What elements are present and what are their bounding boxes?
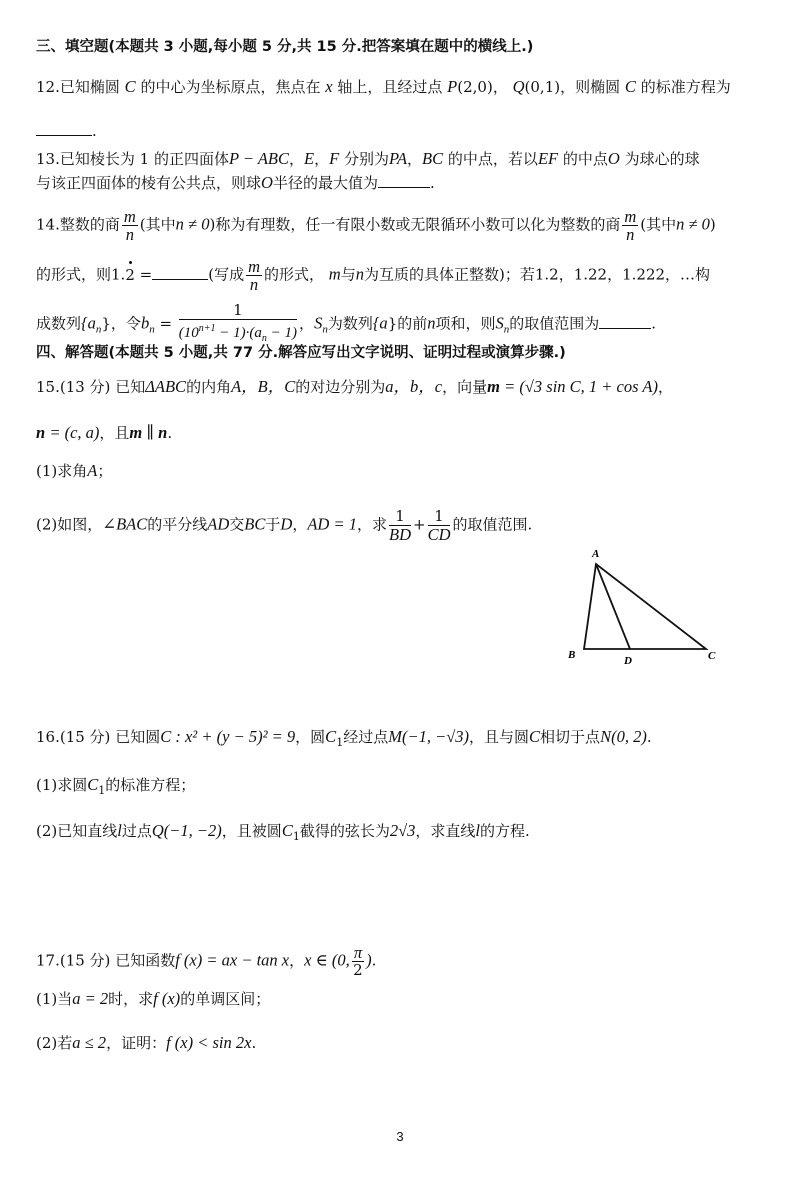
fraction-1-over-CD — [428, 508, 451, 543]
q16-part-1 — [36, 774, 770, 802]
triangle-ABC: ΔABC — [145, 377, 187, 396]
numerator-pi: π — [353, 943, 363, 962]
a-le-2: a ≤ 2 — [72, 1033, 107, 1052]
subscript-1: 1 — [292, 830, 300, 843]
q16-text: 已知圆 — [115, 728, 161, 746]
q14-text: ) — [709, 215, 716, 234]
numerator-1: 1 — [428, 508, 451, 526]
q15-text: 的内角 — [186, 378, 232, 396]
label-B: B — [568, 649, 576, 661]
period: . — [371, 951, 377, 970]
section-3-heading: 三、填空题(本题共 3 小题,每小题 5 分,共 15 分.把答案填在题中的横线上.) — [36, 39, 534, 55]
subscript-1: 1 — [98, 784, 106, 797]
answer-blank-q14b[interactable] — [599, 314, 651, 329]
subscript-n: n — [95, 323, 102, 336]
q12-text: 已知椭圆 — [59, 78, 120, 96]
q15-text: (2)如图， — [36, 515, 103, 534]
q12-line-2 — [36, 120, 770, 142]
q15-text: ； — [97, 462, 113, 480]
section-4-heading: 四、解答题(本题共 5 小题,共 77 分.解答应写出文字说明、证明过程或演算步骤.) — [36, 345, 566, 361]
q14-text: )称为有理数，任一有限小数或无限循环小数可以化为整数的商 — [209, 215, 621, 234]
vector-n: n — [36, 423, 46, 442]
q13-text: 的中点 — [562, 150, 608, 168]
equals-sign: = — [154, 314, 177, 333]
point-Q: Q(−1, −2) — [151, 821, 222, 840]
q15-text: 交 — [229, 515, 245, 534]
answer-blank-q14a[interactable] — [152, 265, 208, 280]
q14-text: 整数的商 — [59, 215, 120, 234]
equals-sign: = — [134, 265, 153, 284]
denominator-2: 2 — [353, 961, 363, 979]
q15-text: ，向量 — [442, 378, 488, 396]
vector-n-definition: = (c, a) — [45, 423, 100, 442]
q14-text: 为数列 — [327, 314, 373, 333]
q16-text: ，圆 — [295, 728, 326, 746]
q13-line-2 — [36, 172, 770, 194]
q15-text: ，且 — [99, 424, 130, 442]
q13-number: 13. — [36, 150, 60, 168]
q14-text: 的形式，则 — [36, 265, 112, 284]
separator: ， — [492, 78, 508, 96]
q14-text: 的形式， — [264, 265, 325, 284]
line-l: l — [117, 821, 122, 840]
brace: } — [101, 314, 111, 333]
q17-text: 时，求 — [108, 990, 154, 1008]
circle-C1: C — [87, 775, 99, 794]
repeating-digit: 2 — [125, 265, 135, 284]
q14-text: ，令 — [110, 314, 141, 333]
q14-text: (其中 — [640, 215, 677, 234]
q15-text: 的对边分别为 — [295, 378, 386, 396]
q15-text: 于 — [265, 515, 281, 534]
subscript-n: n — [503, 323, 510, 336]
q15-line-1 — [36, 376, 770, 398]
vector-m: m — [487, 377, 500, 396]
separator: ， — [292, 515, 308, 534]
q16-text: (2)已知直线 — [36, 822, 118, 840]
angle-A: A — [87, 461, 98, 480]
q16-text: ，且与圆 — [469, 728, 530, 746]
math-x: x — [325, 77, 333, 96]
math-C: C — [124, 77, 136, 96]
q14-text: 与 — [340, 265, 356, 284]
q14-text: …构 — [680, 265, 711, 284]
subscript-n: n — [149, 323, 155, 336]
q15-part-1 — [36, 460, 770, 482]
fraction-1-over-BD — [389, 508, 411, 543]
numerator-m: m — [248, 257, 260, 276]
q17-text: (1)当 — [36, 990, 73, 1008]
sequence-a: {a — [81, 313, 96, 333]
math-C: C — [624, 77, 636, 96]
den-part: − 1) — [266, 325, 298, 341]
period: . — [429, 174, 435, 192]
q15-text: (1)求角 — [36, 462, 88, 480]
AD-equals-1: AD = 1 — [307, 514, 357, 534]
q13-text: 半径的最大值为 — [272, 174, 378, 192]
numerator-1: 1 — [179, 302, 297, 320]
fraction-m-over-n — [622, 208, 638, 243]
point-O: O — [261, 173, 273, 192]
q14-text: 成数列 — [36, 314, 82, 333]
triangle-figure — [560, 544, 720, 668]
sum-S: S — [495, 313, 504, 333]
q17-part-2 — [36, 1032, 770, 1054]
q12-line-1 — [36, 76, 770, 98]
q13-text: 已知棱长为 1 的正四面体 — [59, 150, 229, 168]
q17-text: 的单调区间； — [180, 990, 271, 1008]
q14-text: 为互质的具体正整数)；若 — [363, 265, 535, 284]
period: . — [167, 424, 173, 442]
point-F: F — [329, 149, 340, 168]
point-O: O — [607, 149, 620, 168]
subscript-1: 1 — [336, 736, 344, 749]
q14-line-3 — [36, 302, 770, 347]
sequence-b: b — [140, 313, 150, 333]
den-part: (10 — [178, 325, 199, 341]
q16-text: 截得的弦长为 — [299, 822, 390, 840]
vector-m: m — [129, 423, 143, 442]
denominator-n: n — [626, 225, 635, 244]
q13-text: 的中点，若以 — [447, 150, 538, 168]
separator: ， — [299, 314, 315, 333]
close-paren: ) — [366, 950, 372, 970]
q14-number: 14. — [36, 215, 60, 234]
q17-text: (2)若 — [36, 1034, 73, 1052]
exponent: n+1 — [198, 323, 216, 334]
q14-line-2 — [36, 258, 770, 293]
q15-line-2 — [36, 422, 770, 444]
circle-C1: C — [281, 821, 293, 840]
numerator-1: 1 — [389, 508, 411, 526]
q14-text: 的前 — [397, 314, 428, 333]
angle-BAC: ∠BAC — [102, 514, 148, 534]
q17-line-1 — [36, 944, 770, 979]
segment-BC: BC — [244, 514, 266, 534]
q16-text: 过点 — [121, 822, 152, 840]
point-N: N(0, 2) — [600, 727, 647, 746]
math-m: m — [328, 264, 341, 284]
line-l: l — [475, 821, 481, 840]
page-number: 3 — [396, 1129, 404, 1144]
function-f-definition: f (x) = ax − tan x — [175, 950, 290, 970]
separator: ， — [314, 150, 330, 168]
point-P-coords: (2,0) — [457, 78, 493, 96]
q16-text: 相切于点 — [540, 728, 601, 746]
q16-part-2 — [36, 820, 770, 848]
point-E: E — [304, 149, 315, 168]
q12-number: 12. — [36, 78, 60, 96]
subscript-n: n — [261, 333, 267, 344]
numerator-m: m — [123, 207, 136, 226]
period: . — [92, 122, 97, 140]
q12-text: 的标准方程为 — [640, 78, 731, 96]
separator: ， — [289, 951, 305, 970]
math-n: n — [427, 313, 436, 333]
q15-text: 已知 — [115, 378, 146, 396]
denominator-n: n — [125, 225, 134, 244]
point-D: D — [280, 514, 293, 534]
label-C: C — [708, 650, 716, 662]
q13-line-1 — [36, 148, 770, 170]
period: . — [251, 1034, 257, 1052]
circle-C-equation: C : x² + (y − 5)² = 9 — [160, 727, 296, 746]
chord-length: 2√3 — [389, 821, 416, 840]
domain: x ∈ (0, — [304, 950, 350, 970]
q16-text: (1)求圆 — [36, 776, 88, 794]
circle-C1: C — [325, 727, 337, 746]
q16-number: 16.(15 分) — [36, 728, 111, 746]
segment-EF: EF — [537, 149, 559, 168]
period: . — [646, 728, 652, 746]
separator: ， — [657, 378, 673, 396]
condition-n-nonzero: n ≠ 0 — [175, 214, 210, 234]
q13-text: 为球心的球 — [624, 150, 700, 168]
q14-text: 项和，则 — [435, 314, 496, 333]
sides-abc: a，b，c — [385, 377, 443, 396]
q16-text: 的方程. — [480, 822, 530, 840]
parallel-symbol: ∥ — [142, 423, 159, 442]
answer-blank-q13[interactable] — [378, 173, 430, 188]
edge-PA: PA — [389, 149, 408, 168]
sequence-terms: 1.2，1.22，1.222， — [534, 265, 681, 284]
q17-text: 已知函数 — [115, 951, 176, 970]
q16-text: 经过点 — [343, 728, 389, 746]
math-n: n — [355, 264, 364, 284]
vector-n: n — [158, 423, 168, 442]
segment-AD: AD — [207, 514, 230, 534]
q12-text: 轴上，且经过点 — [337, 78, 443, 96]
plus-sign: + — [412, 515, 426, 534]
q14-text: (其中 — [139, 215, 176, 234]
q15-text: ，求 — [356, 515, 387, 534]
denominator-CD: CD — [427, 525, 451, 544]
q16-text: ，且被圆 — [221, 822, 282, 840]
answer-blank-q12[interactable] — [36, 121, 92, 136]
separator: ， — [407, 150, 423, 168]
separator: ， — [288, 150, 304, 168]
a-equals-2: a = 2 — [72, 989, 109, 1008]
q15-text: 的取值范围. — [452, 515, 533, 534]
q13-text: 与该正四面体的棱有公共点，则球 — [36, 174, 262, 192]
q16-line-1 — [36, 726, 770, 754]
point-Q-coords: (0,1) — [524, 78, 561, 96]
numerator-m: m — [624, 207, 637, 226]
den-part: − 1)·(a — [215, 325, 262, 341]
q14-text: 的取值范围为 — [509, 314, 600, 333]
q16-text: 的标准方程； — [105, 776, 196, 794]
q14-text: (写成 — [208, 265, 245, 284]
condition-n-nonzero: n ≠ 0 — [676, 214, 710, 234]
label-D: D — [624, 655, 632, 667]
q14-line-1 — [36, 208, 770, 243]
q15-number: 15.(13 分) — [36, 378, 111, 396]
edge-BC: BC — [422, 149, 444, 168]
q12-text: ，则椭圆 — [560, 78, 621, 96]
point-Q: Q — [512, 77, 525, 96]
q17-text: ，证明： — [106, 1034, 167, 1052]
bn-fraction — [179, 302, 297, 347]
inequality: f (x) < sin 2x — [166, 1033, 252, 1052]
q15-part-2 — [36, 508, 770, 543]
q13-text: 分别为 — [343, 150, 389, 168]
denominator-n: n — [249, 275, 259, 294]
function-f: f (x) — [153, 989, 181, 1008]
period: . — [651, 314, 657, 333]
q15-text: 的平分线 — [147, 515, 208, 534]
point-M: M(−1, −√3) — [388, 727, 470, 746]
tetrahedron-PABC: P − ABC — [228, 149, 289, 168]
q17-part-1 — [36, 988, 770, 1010]
denominator-BD: BD — [388, 525, 411, 544]
fraction-m-over-n — [246, 258, 262, 293]
vector-m-definition: = (√3 sin C, 1 + cos A) — [499, 377, 658, 396]
triangle-ABC-shape — [584, 564, 706, 649]
brace: } — [387, 314, 398, 333]
q12-text: 的中心为坐标原点，焦点在 — [140, 78, 321, 96]
q16-text: ，求直线 — [415, 822, 476, 840]
angles-ABC: A，B，C — [231, 377, 296, 396]
fraction-pi-over-2 — [352, 944, 364, 979]
q17-number: 17.(15 分) — [36, 951, 111, 970]
label-A: A — [592, 548, 600, 560]
sequence-b-set: {a — [372, 313, 388, 333]
fraction-m-over-n — [122, 208, 138, 243]
subscript-n: n — [322, 323, 328, 336]
repeating-decimal-integer: 1. — [111, 265, 126, 284]
sum-S: S — [314, 313, 323, 333]
circle-C: C — [529, 727, 541, 746]
point-P: P — [447, 77, 458, 96]
